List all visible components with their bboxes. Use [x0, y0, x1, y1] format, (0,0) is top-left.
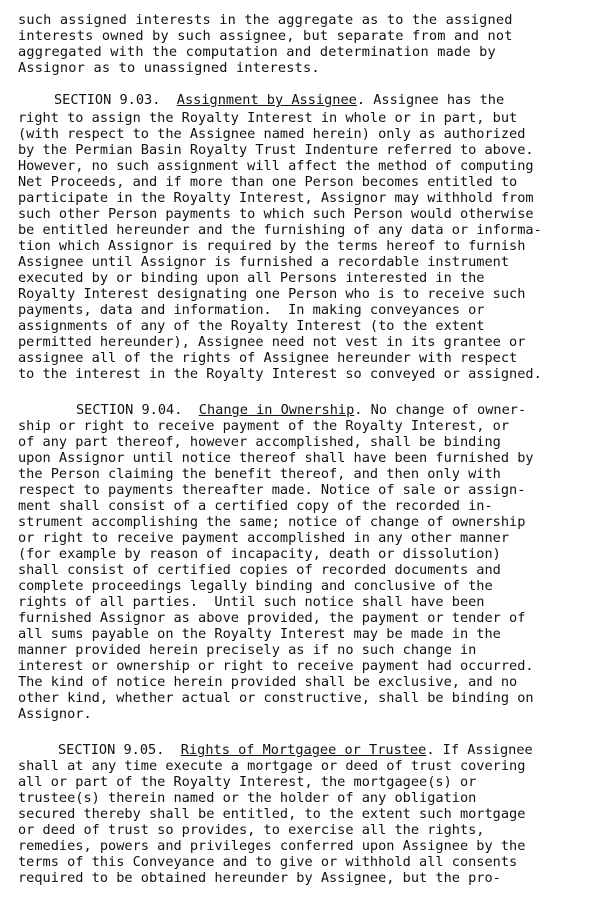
section-9-03-line: tion which Assignor is required by the terms hereof to furnish [18, 238, 526, 254]
section-9-05-line: terms of this Conveyance and to give or withhold all consents [18, 854, 518, 870]
section-9-03-line: permitted hereunder), Assignee need not vest in its grantee or [18, 334, 526, 350]
section-9-03-line: However, no such assignment will affect the method of computing [18, 158, 534, 174]
section-9-03-line: assignments of any of the Royalty Interest (to the extent [18, 318, 485, 334]
section-9-04-title: Change in Ownership [198, 402, 355, 418]
intro-line-4: Assignor as to unassigned interests. [18, 60, 320, 76]
section-9-03-line: Assignee until Assignor is furnished a recordable instrument [18, 254, 510, 270]
section-9-04-line: furnished Assignor as above provided, the payment or tender of [18, 610, 526, 626]
section-9-03-line: by the Permian Basin Royalty Trust Indenture referred to above. [18, 142, 534, 158]
section-9-03-line-1: . Assignee has the [356, 92, 505, 108]
section-9-05-line: shall at any time execute a mortgage or deed of trust covering [18, 758, 526, 774]
section-9-03-line: to the interest in the Royalty Interest so conveyed or assigned. [18, 366, 542, 382]
section-9-05-line: required to be obtained hereunder by Assignee, but the pro- [18, 870, 501, 886]
section-9-04-line: manner provided herein precisely as if no such change in [18, 642, 477, 658]
section-9-04-line: upon Assignor until notice thereof shall have been furnished by [18, 450, 534, 466]
section-9-03-line: executed by or binding upon all Persons interested in the [18, 270, 485, 286]
section-9-04-line: other kind, whether actual or constructive, shall be binding on [18, 690, 534, 706]
section-9-04-line: shall consist of certified copies of recorded documents and [18, 562, 501, 578]
section-9-03-heading-line [54, 92, 504, 108]
section-9-03-line: payments, data and information. In making conveyances or [18, 302, 485, 318]
section-9-04-number: SECTION 9.04. [76, 402, 183, 418]
section-9-04-line: interest or ownership or right to receive payment had occurred. [18, 658, 534, 674]
section-9-04-line: all sums payable on the Royalty Interest may be made in the [18, 626, 501, 642]
section-9-04-line: the Person claiming the benefit thereof, and then only with [18, 466, 501, 482]
intro-line-3: aggregated with the computation and determination made by [18, 44, 496, 60]
section-9-03-title: Assignment by Assignee [176, 92, 357, 108]
section-9-04-line: rights of all parties. Until such notice shall have been [18, 594, 485, 610]
section-9-05-number: SECTION 9.05. [58, 742, 165, 758]
section-9-04-line: or right to receive payment accomplished in any other manner [18, 530, 510, 546]
section-9-05-line: remedies, powers and privileges conferred upon Assignee by the [18, 838, 526, 854]
section-9-03-line: Royalty Interest designating one Person who is to receive such [18, 286, 526, 302]
section-9-04-line: ment shall consist of a certified copy of the recorded in- [18, 498, 493, 514]
section-9-03-line: Net Proceeds, and if more than one Person becomes entitled to [18, 174, 518, 190]
section-9-05-heading-line [58, 742, 533, 758]
section-9-04-line: strument accomplishing the same; notice of change of ownership [18, 514, 526, 530]
section-9-05-title: Rights of Mortgagee or Trustee [180, 742, 427, 758]
section-9-04-line: Assignor. [18, 706, 92, 722]
intro-line-2: interests owned by such assignee, but separate from and not [18, 28, 513, 44]
section-9-03-line: (with respect to the Assignee named herein) only as authorized [18, 126, 526, 142]
section-9-03-line: right to assign the Royalty Interest in whole or in part, but [18, 110, 518, 126]
section-9-04-heading-line [76, 402, 526, 418]
section-9-04-line: ship or right to receive payment of the Royalty Interest, or [18, 418, 510, 434]
section-9-03-line: participate in the Royalty Interest, Assignor may withhold from [18, 190, 534, 206]
section-9-05-line-1: . If Assignee [426, 742, 533, 758]
section-9-05-line: all or part of the Royalty Interest, the mortgagee(s) or [18, 774, 477, 790]
intro-line-1: such assigned interests in the aggregate as to the assigned [18, 12, 513, 28]
section-9-04-line: complete proceedings legally binding and conclusive of the [18, 578, 493, 594]
section-9-04-line: of any part thereof, however accomplished, shall be binding [18, 434, 501, 450]
section-9-03-line: be entitled hereunder and the furnishing of any data or informa- [18, 222, 542, 238]
section-9-03-line: such other Person payments to which such Person would otherwise [18, 206, 534, 222]
section-9-04-line: respect to payments thereafter made. Notice of sale or assign- [18, 482, 526, 498]
section-9-05-line: or deed of trust so provides, to exercise all the rights, [18, 822, 485, 838]
section-9-04-line: (for example by reason of incapacity, death or dissolution) [18, 546, 501, 562]
section-9-03-number: SECTION 9.03. [54, 92, 161, 108]
section-9-05-line: trustee(s) therein named or the holder of any obligation [18, 790, 477, 806]
section-9-03-line: assignee all of the rights of Assignee hereunder with respect [18, 350, 518, 366]
section-9-04-line-1: . No change of owner- [354, 402, 527, 418]
section-9-04-line: The kind of notice herein provided shall be exclusive, and no [18, 674, 518, 690]
section-9-05-line: secured thereby shall be entitled, to the extent such mortgage [18, 806, 526, 822]
